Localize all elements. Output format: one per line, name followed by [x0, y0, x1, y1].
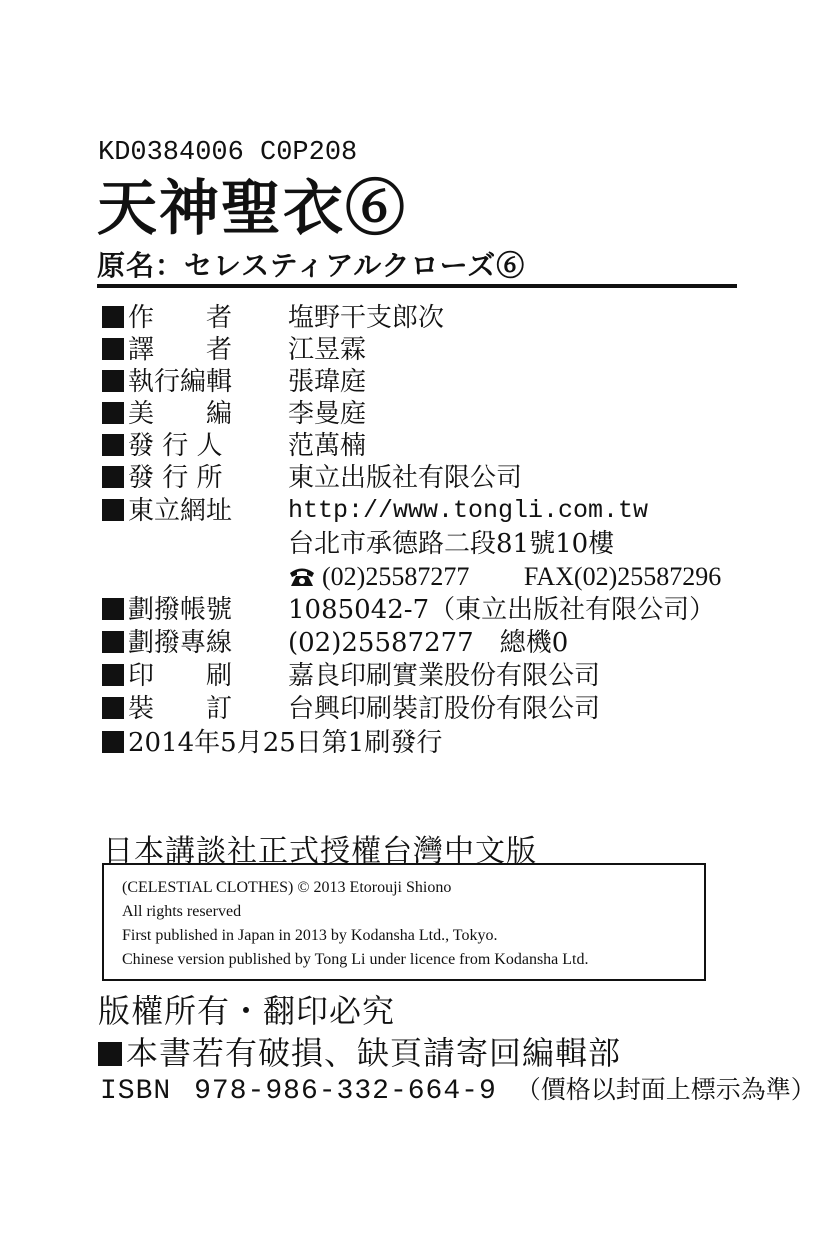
- credit-row-art-editor: [102, 397, 742, 431]
- license-line: (CELESTIAL CLOTHES) © 2013 Etorouji Shiono: [122, 879, 452, 896]
- credit-value: 嘉良印刷實業股份有限公司: [288, 661, 601, 691]
- address: 台北市承德路二段81號10樓: [288, 529, 615, 559]
- bullet-square: [102, 434, 124, 456]
- bullet-square: [102, 338, 124, 360]
- credit-value: (02)25587277 總機0: [288, 628, 569, 658]
- bullet-square: [102, 631, 124, 653]
- fax-number: FAX(02)25587296: [523, 562, 722, 591]
- credit-value: 東立出版社有限公司: [288, 463, 523, 493]
- bullet-square: [98, 1042, 122, 1066]
- damage-notice-text: 本書若有破損、缺頁請寄回編輯部: [126, 1034, 622, 1072]
- credit-label: 東立網址: [128, 496, 233, 526]
- credit-value: 江昱霖: [288, 335, 367, 365]
- license-line: All rights reserved: [122, 903, 242, 920]
- credit-label: 發 行 人: [128, 431, 223, 461]
- credit-row-translator: [102, 333, 742, 367]
- credit-row-website: [102, 494, 742, 528]
- publish-date: 2014年5月25日第1刷發行: [128, 728, 443, 758]
- credit-label: 裝 訂: [128, 694, 233, 724]
- credit-label: 劃撥專線: [128, 628, 233, 658]
- credit-label: 執行編輯: [128, 367, 233, 397]
- credit-value: 張瑋庭: [288, 367, 367, 397]
- credit-row-printing: [102, 659, 742, 693]
- title-divider: [97, 284, 737, 288]
- isbn-line: [100, 1070, 816, 1107]
- original-title: 原名：セレスティアルクローズ⑥: [97, 249, 526, 282]
- damage-notice: [98, 1028, 621, 1074]
- license-line: Chinese version published by Tong Li under licence from Kodansha Ltd.: [122, 951, 589, 968]
- isbn-number: 978-986-332-664-9: [194, 1076, 497, 1107]
- credit-row-transfer-line: [102, 626, 742, 660]
- bullet-square: [102, 598, 124, 620]
- rights-notice: 版權所有・翻印必究: [98, 992, 396, 1030]
- bullet-square: [102, 466, 124, 488]
- license-line: First published in Japan in 2013 by Kodansha Ltd., Tokyo.: [122, 927, 498, 944]
- bullet-square: [102, 664, 124, 686]
- bullet-square: [102, 731, 124, 753]
- book-title: 天神聖衣⑥: [97, 174, 407, 244]
- credit-value: 台興印刷裝訂股份有限公司: [288, 694, 601, 724]
- credit-value: 李曼庭: [288, 399, 367, 429]
- credit-label: 發 行 所: [128, 463, 223, 493]
- publish-date-row: [102, 726, 742, 760]
- credit-label: 印 刷: [128, 661, 233, 691]
- credit-label: 劃撥帳號: [128, 595, 233, 625]
- credit-value: 1085042-7（東立出版社有限公司）: [288, 595, 716, 625]
- license-title: 日本講談社正式授權台灣中文版: [103, 834, 537, 869]
- credit-row-editor: [102, 365, 742, 399]
- bullet-square: [102, 306, 124, 328]
- credit-value: 范萬楠: [288, 431, 367, 461]
- isbn-price-note: （價格以封面上標示為準）: [515, 1075, 816, 1104]
- bullet-square: [102, 499, 124, 521]
- bullet-square: [102, 370, 124, 392]
- credit-row-publishing-house: [102, 461, 742, 495]
- isbn-label: ISBN: [100, 1076, 172, 1107]
- credit-value: 塩野干支郎次: [288, 303, 445, 333]
- credit-label: 譯 者: [128, 335, 233, 365]
- website-url[interactable]: http://www.tongli.com.tw: [288, 496, 649, 525]
- credit-row-publisher: [102, 429, 742, 463]
- bullet-square: [102, 402, 124, 424]
- credit-label: 美 編: [128, 399, 233, 429]
- phone-number: (02)25587277: [322, 562, 470, 591]
- address-row: [102, 527, 742, 561]
- license-box: [102, 863, 706, 981]
- product-code: KD0384006 C0P208: [98, 138, 358, 168]
- bullet-square: [102, 697, 124, 719]
- credit-row-binding: [102, 692, 742, 726]
- phone-row: [102, 560, 742, 594]
- phone-icon: [288, 563, 316, 597]
- credit-row-transfer-account: [102, 593, 742, 627]
- credit-row-author: [102, 301, 742, 335]
- credit-label: 作 者: [128, 303, 233, 333]
